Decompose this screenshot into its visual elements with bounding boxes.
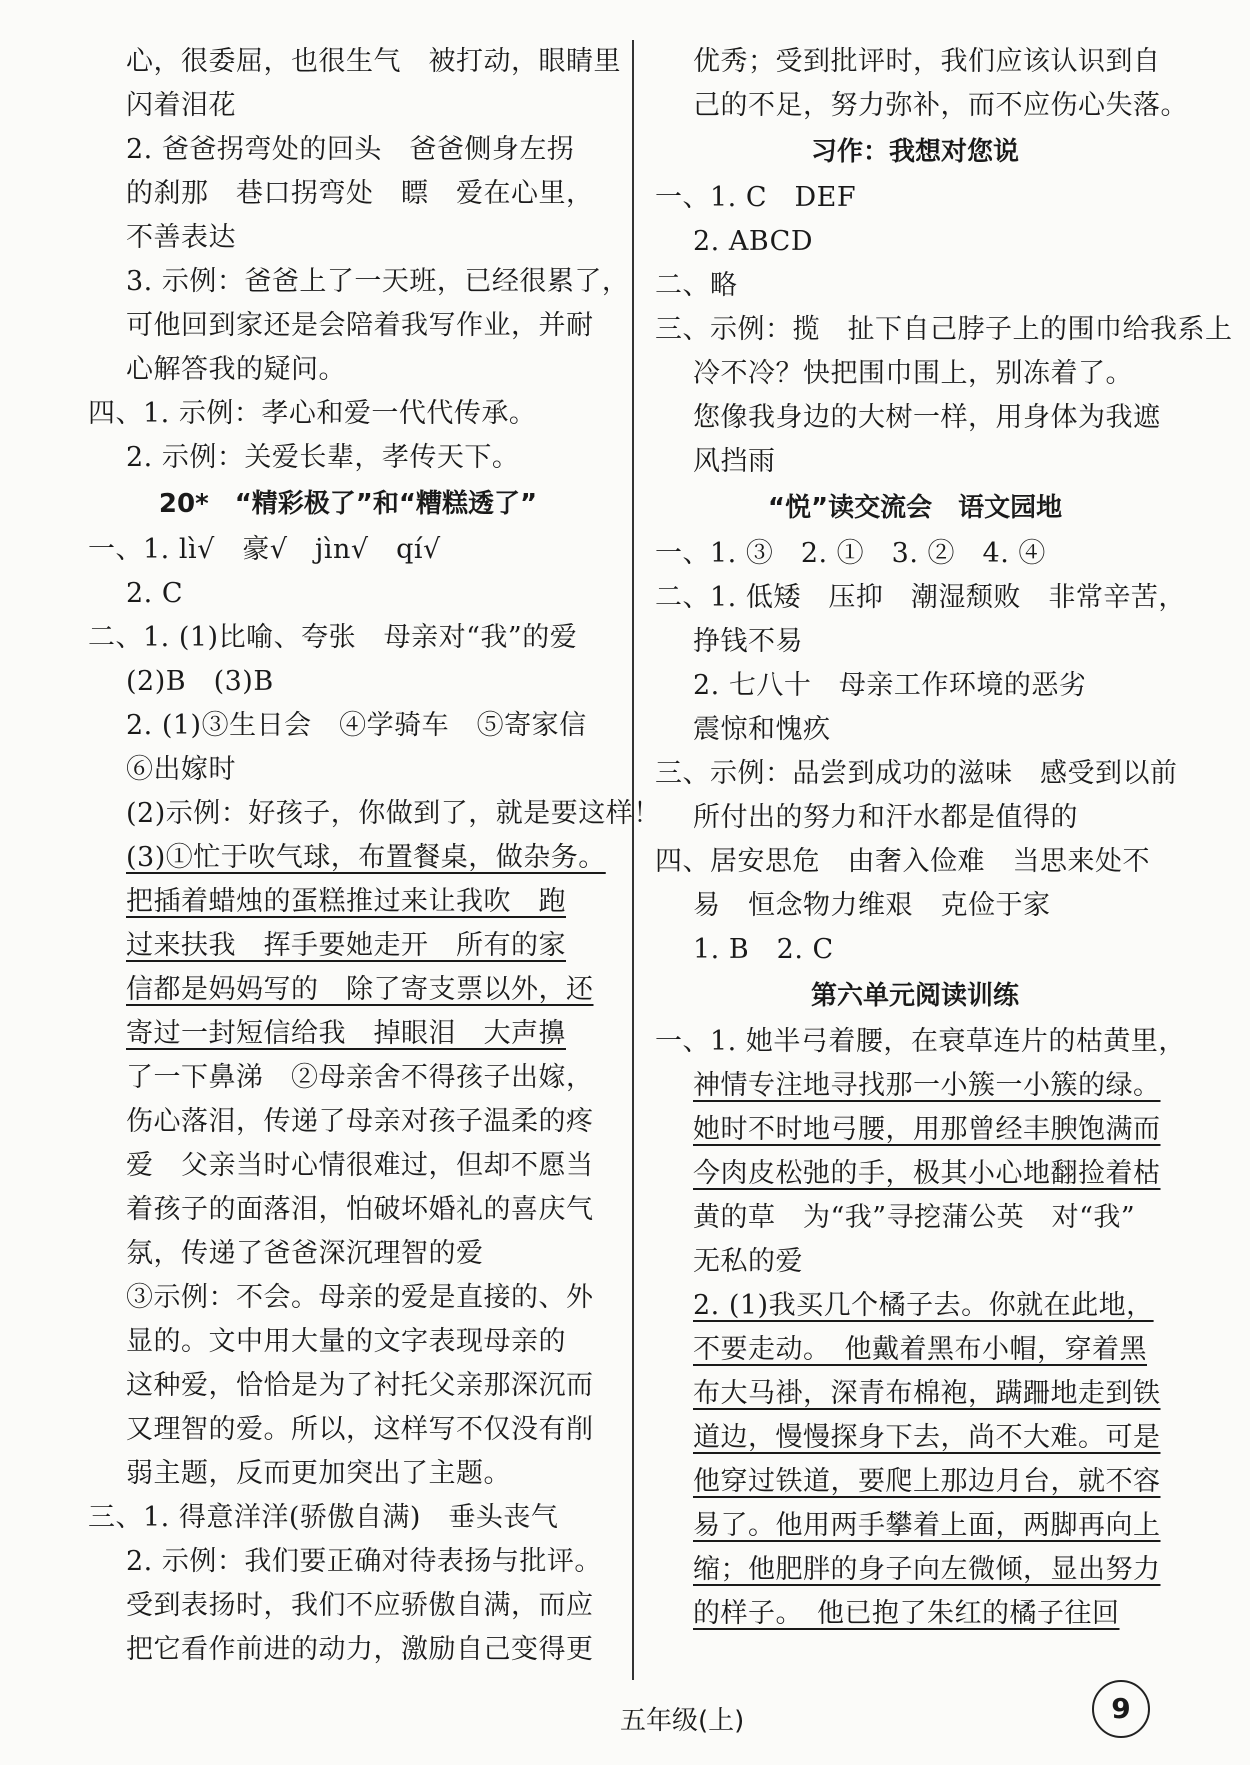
answer-line (88, 1056, 608, 1100)
section-title (655, 972, 1175, 1020)
line-text: 受到表扬时，我们不应骄傲自满，而应 (126, 1590, 594, 1621)
line-text: 的刹那 巷口拐弯处 瞟 爱在心里， (126, 178, 594, 209)
line-text: 可他回到家还是会陪着我写作业，并耐 (126, 310, 594, 341)
line-text: 一、1. ③ 2. ① 3. ② 4. ④ (655, 538, 1046, 569)
answer-line (655, 532, 1175, 576)
line-text: 2. 爸爸拐弯处的回头 爸爸侧身左拐 (126, 134, 575, 165)
answer-line (88, 968, 608, 1012)
line-text: 道边，慢慢探身下去，尚不大难。可是 (693, 1422, 1161, 1453)
line-text: 1. B 2. C (693, 934, 834, 965)
line-text: 四、居安思危 由奢入俭难 当思来处不 (655, 846, 1150, 877)
answer-line (88, 1452, 608, 1496)
line-text: (2)B (3)B (126, 666, 274, 697)
line-text: 显的。文中用大量的文字表现母亲的 (126, 1326, 566, 1357)
line-text: 易了。他用两手攀着上面，两脚再向上 (693, 1510, 1161, 1541)
line-text: 闪着泪花 (126, 90, 236, 121)
answer-line (655, 708, 1175, 752)
answer-line (88, 1540, 608, 1584)
line-text: 过来扶我 挥手要她走开 所有的家 (126, 930, 566, 961)
line-text: 2. (1)我买几个橘子去。你就在此地， (693, 1290, 1154, 1321)
line-text: 不要走动。 他戴着黑布小帽，穿着黑 (693, 1334, 1147, 1365)
line-text: 三、示例：品尝到成功的滋味 感受到以前 (655, 758, 1178, 789)
answer-line (655, 576, 1186, 620)
answer-line (655, 220, 1175, 264)
answer-line (655, 1416, 1175, 1460)
line-text: 了一下鼻涕 ②母亲舍不得孩子出嫁， (126, 1062, 594, 1093)
answer-line (88, 348, 608, 392)
line-text: 一、1. lì√ 豪√ jìn√ qí√ (88, 534, 441, 565)
line-text: (2)示例：好孩子，你做到了，就是要这样！ (126, 798, 661, 829)
line-text: 二、略 (655, 270, 738, 301)
line-text: 不善表达 (126, 222, 236, 253)
line-text: 3. 示例：爸爸上了一天班，已经很累了， (126, 266, 630, 297)
line-text: 优秀；受到批评时，我们应该认识到自 (693, 46, 1161, 77)
line-text: 氛，传递了爸爸深沉理智的爱 (126, 1238, 484, 1269)
line-text: 布大马褂，深青布棉袍，蹒跚地走到铁 (693, 1378, 1161, 1409)
left-column (88, 40, 661, 1672)
line-text: 习作：我想对您说 (810, 137, 1019, 167)
answer-line (655, 308, 1233, 352)
answer-line (88, 304, 608, 348)
answer-line (655, 1504, 1175, 1548)
line-text: ⑥出嫁时 (126, 754, 236, 785)
answer-line (88, 1408, 608, 1452)
line-text: 三、示例：揽 扯下自己脖子上的围巾给我系上 (655, 314, 1233, 345)
line-text: 三、1. 得意洋洋(骄傲自满) 垂头丧气 (88, 1502, 559, 1533)
grade-label: 五年级(上) (620, 1706, 745, 1736)
line-text: 所付出的努力和汗水都是值得的 (693, 802, 1078, 833)
line-text: 20* “精彩极了”和“糟糕透了” (158, 489, 538, 519)
line-text: 一、1. C DEF (655, 182, 857, 213)
line-text: 您像我身边的大树一样，用身体为我遮 (693, 402, 1161, 433)
line-text: 风挡雨 (693, 446, 776, 477)
answer-line (655, 664, 1175, 708)
answer-line (655, 1152, 1175, 1196)
answer-line (88, 392, 608, 436)
section-title (88, 480, 608, 528)
answer-line (655, 1548, 1175, 1592)
line-text: 弱主题，反而更加突出了主题。 (126, 1458, 511, 1489)
answer-line (655, 84, 1188, 128)
answer-line (655, 1284, 1175, 1328)
answer-line (655, 1020, 1186, 1064)
answer-line (88, 1584, 608, 1628)
line-text: 冷不冷？快把围巾围上，别冻着了。 (693, 358, 1133, 389)
answer-line (88, 1276, 608, 1320)
answer-line (88, 1320, 608, 1364)
line-text: 今肉皮松弛的手，极其小心地翻捡着枯 (693, 1158, 1161, 1189)
right-column (655, 40, 1233, 1636)
answer-line (655, 40, 1175, 84)
line-text: 2. C (126, 578, 184, 609)
line-text: 四、1. 示例：孝心和爱一代代传承。 (88, 398, 537, 429)
answer-line (88, 1188, 608, 1232)
answer-line (655, 620, 1175, 664)
answer-line (88, 1496, 608, 1540)
answer-line (88, 216, 608, 260)
answer-line (655, 176, 1175, 220)
answer-line (655, 1064, 1175, 1108)
column-divider (632, 40, 634, 1680)
answer-line (655, 752, 1178, 796)
answer-line (88, 1364, 608, 1408)
line-text: (3)①忙于吹气球，布置餐桌，做杂务。 (126, 842, 606, 873)
line-text: 寄过一封短信给我 掉眼泪 大声擤 (126, 1018, 566, 1049)
answer-line (655, 840, 1175, 884)
line-text: 2. (1)③生日会 ④学骑车 ⑤寄家信 (126, 710, 587, 741)
answer-line (655, 1328, 1175, 1372)
line-text: 一、1. 她半弓着腰，在衰草连片的枯黄里， (655, 1026, 1186, 1057)
answer-line (88, 1232, 608, 1276)
line-text: 无私的爱 (693, 1246, 803, 1277)
section-title (655, 128, 1175, 176)
answer-line (88, 1012, 608, 1056)
line-text: 把插着蜡烛的蛋糕推过来让我吹 跑 (126, 886, 566, 917)
line-text: 挣钱不易 (693, 626, 803, 657)
line-text: 2. 示例：我们要正确对待表扬与批评。 (126, 1546, 602, 1577)
answer-line (655, 1372, 1175, 1416)
answer-line (88, 572, 608, 616)
answer-line (655, 928, 1175, 972)
answer-line (88, 616, 608, 660)
answer-line (88, 128, 608, 172)
line-text: 这种爱，恰恰是为了衬托父亲那深沉而 (126, 1370, 594, 1401)
line-text: 己的不足，努力弥补，而不应伤心失落。 (693, 90, 1188, 121)
line-text: 爱 父亲当时心情很难过，但却不愿当 (126, 1150, 594, 1181)
line-text: 心解答我的疑问。 (126, 354, 346, 385)
line-text: 黄的草 为“我”寻挖蒲公英 对“我” (693, 1202, 1136, 1233)
answer-line (655, 1196, 1175, 1240)
line-text: 易 恒念物力维艰 克俭于家 (693, 890, 1051, 921)
page-number: 9 (1092, 1680, 1150, 1738)
answer-line (655, 1592, 1175, 1636)
answer-line (88, 172, 608, 216)
answer-line (655, 440, 1175, 484)
answer-line (655, 396, 1175, 440)
answer-line (88, 660, 608, 704)
line-text: 缩；他肥胖的身子向左微倾，显出努力 (693, 1554, 1161, 1585)
line-text: 信都是妈妈写的 除了寄支票以外，还 (126, 974, 594, 1005)
answer-line (88, 528, 608, 572)
line-text: 震惊和愧疚 (693, 714, 831, 745)
line-text: 把它看作前进的动力，激励自己变得更 (126, 1634, 594, 1665)
line-text: 二、1. 低矮 压抑 潮湿颓败 非常辛苦， (655, 582, 1186, 613)
line-text: 伤心落泪，传递了母亲对孩子温柔的疼 (126, 1106, 594, 1137)
answer-line (88, 924, 608, 968)
line-text: 他穿过铁道，要爬上那边月台，就不容 (693, 1466, 1161, 1497)
line-text: 她时不时地弓腰，用那曾经丰腴饱满而 (693, 1114, 1161, 1145)
line-text: “悦”读交流会 语文园地 (767, 493, 1063, 523)
answer-line (655, 1108, 1175, 1152)
answer-line (88, 436, 608, 480)
line-text: 二、1. (1)比喻、夸张 母亲对“我”的爱 (88, 622, 578, 653)
answer-line (88, 748, 608, 792)
answer-line (88, 704, 608, 748)
line-text: 2. 七八十 母亲工作环境的恶劣 (693, 670, 1087, 701)
line-text: ③示例：不会。母亲的爱是直接的、外 (126, 1282, 594, 1313)
answer-line (655, 352, 1175, 396)
answer-line (655, 884, 1175, 928)
line-text: 心，很委屈，也很生气 被打动，眼睛里 (126, 46, 621, 77)
answer-line (655, 1240, 1175, 1284)
answer-line (655, 1460, 1175, 1504)
answer-line (88, 84, 608, 128)
line-text: 2. 示例：关爱长辈，孝传天下。 (126, 442, 520, 473)
answer-line (88, 1144, 608, 1188)
line-text: 着孩子的面落泪，怕破坏婚礼的喜庆气 (126, 1194, 594, 1225)
answer-line (655, 796, 1175, 840)
section-title (655, 484, 1175, 532)
line-text: 又理智的爱。所以，这样写不仅没有削 (126, 1414, 594, 1445)
line-text: 2. ABCD (693, 226, 813, 257)
line-text: 第六单元阅读训练 (810, 981, 1019, 1011)
answer-line (88, 260, 630, 304)
answer-line (655, 264, 1175, 308)
answer-line (88, 836, 608, 880)
answer-line (88, 1100, 608, 1144)
answer-line (88, 1628, 608, 1672)
answer-line (88, 792, 661, 836)
answer-line (88, 40, 621, 84)
line-text: 神情专注地寻找那一小簇一小簇的绿。 (693, 1070, 1161, 1101)
line-text: 的样子。 他已抱了朱红的橘子往回 (693, 1598, 1120, 1629)
answer-line (88, 880, 608, 924)
